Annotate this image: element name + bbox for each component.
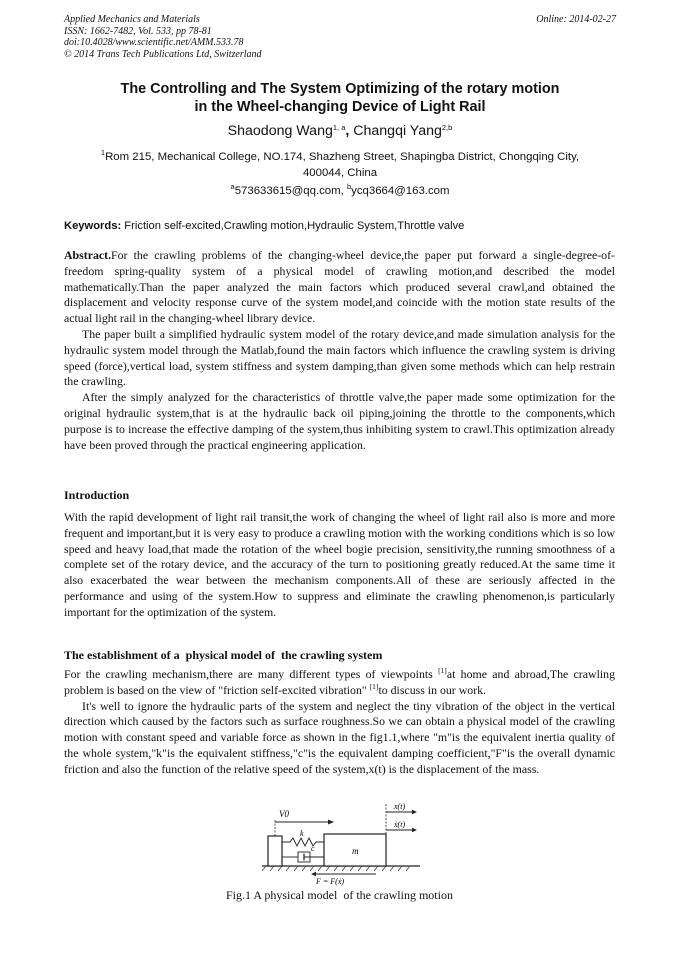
abstract [64, 248, 615, 453]
email-line [64, 182, 616, 197]
online-date: Online: 2014-02-27 [536, 14, 616, 25]
establishment-text-a: For the crawling mechanism,there are many different types of viewpoints [64, 667, 439, 681]
keywords-text: Friction self-excited,Crawling motion,Hydraulic System,Throttle valve [121, 220, 465, 232]
affil-line-2: 400044, China [302, 166, 378, 179]
author-separator: , [345, 123, 354, 139]
establishment-text-c: to discuss in our work. [378, 682, 487, 697]
introduction-heading: Introduction [64, 488, 130, 502]
affil-line-1: Rom 215, Mechanical College, NO.174, Shazheng Street, Shapingba District, Chongqing City, [105, 151, 580, 163]
paper-title [64, 80, 616, 116]
keywords [64, 220, 620, 232]
email-b-marker: b [346, 182, 352, 191]
affil-marker: 1 [100, 148, 106, 157]
title-line-2: in the Wheel-changing Device of Light Rail [194, 99, 486, 115]
issn-line: ISSN: 1662-7482, Vol. 533, pp 78-81 [64, 25, 212, 37]
introduction-paragraph: With the rapid development of light rail transit,the work of changing the wheel of light rail also is more and more frequent and important,but it is very easy to produce a crawling motion with the working conditions which is so low speed and heavy load,that made the rotation of the wheel bogie precision, sensitivity,the running smoothness of a complete set of the rotary device, and the accuracy of the turn to positioning greatly reduced.At the same time it also exacerbated the wear between the mechanism components.All of these are seriously affected in the performance and using of the system.How to suppress and eliminate the crawling phenomenon,is particularly important for the optimization of the system. [64, 510, 615, 619]
author-list [64, 123, 616, 139]
abstract-paragraph-3: After the simply analyzed for the characteristics of throttle valve,the paper made some optimization for the original hydraulic system,that is at the hydraulic back oil piping,joining the throttle to the components,which purpose is to increase the effective damping of the system,thus inhibiting system to crawl.This optimization already have been proved through the practical engineering application. [64, 390, 615, 452]
author-2-affil: 2,b [441, 123, 453, 132]
damper-c-label: c [311, 844, 315, 853]
introduction-body [64, 510, 615, 621]
abstract-paragraph-1: For the crawling problems of the changing-wheel device,the paper put forward a single-degree-of-freedom spring-quality system of a physical model of crawling motion,and described the model mathematically.Than the paper analyzed the main factors which produced several crawl,and obtained the displacement and velocity response curve of the system model,and coincide with the motion state results of the actual light rail in the changing-wheel library device. [64, 248, 615, 326]
establishment-body [64, 667, 615, 778]
email-a-marker: a [230, 182, 235, 191]
crawling-model-diagram [256, 800, 422, 890]
figure-caption: Fig.1 A physical model of the crawling motion [226, 888, 453, 902]
citation-ref-1[interactable]: [1] [438, 666, 447, 675]
crawling-model-figure [256, 800, 422, 890]
establishment-text-b: at home and abroad,The crawling problem is based on the view of "friction self-excited vibration" [64, 667, 615, 697]
author-1-affil: 1, a [332, 123, 346, 132]
x-dot-label: ẋ(t) [394, 820, 406, 829]
journal-header [64, 14, 262, 60]
email-a: 573633615@qq.com, [234, 185, 347, 197]
v0-label: V0 [279, 809, 289, 819]
title-line-1: The Controlling and The System Optimizing of the rotary motion [120, 81, 560, 97]
establishment-paragraph-2: It's well to ignore the hydraulic parts of the system and neglect the tiny vibration of the object in the vertical direction which caused by the factors such as surface roughness.So we can obtain a physical model of the crawling motion with constant speed and variable force as shown in the fig1.1,where "m"is the equivalent inertia quality of the whole system,"k"is the equivalent stiffness,"c"is the equivalent damping coefficient,"F"is the overall dynamic friction and also the function of the relative speed of the system,x(t) is the displacement of the mass. [64, 698, 615, 776]
doi-line: doi:10.4028/www.scientific.net/AMM.533.78 [64, 37, 244, 48]
establishment-heading: The establishment of a physical model of the crawling system [64, 648, 383, 662]
abstract-paragraph-2: The paper built a simplified hydraulic system model of the rotary device,and made simulation analysis for the hydraulic system model through the Matlab,found the main factors which influence the crawling system is driving speed (force),vertical load, system stiffness and system damping,than given some methods which can help restrain the crawling. [64, 326, 615, 389]
abstract-label: Abstract. [64, 248, 112, 262]
email-b: ycq3664@163.com [351, 185, 450, 197]
mass-m-label: m [352, 846, 359, 856]
x-t-label: x(t) [394, 802, 406, 811]
citation-ref-2[interactable]: [1] [369, 681, 379, 691]
friction-label: F = F(ẋ) [316, 877, 345, 886]
author-2: Changqi Yang [353, 123, 442, 139]
spring-k-label: k [300, 829, 304, 838]
keywords-label: Keywords: [64, 220, 122, 232]
journal-name: Applied Mechanics and Materials [64, 14, 200, 25]
author-1: Shaodong Wang [227, 123, 333, 139]
affiliation [64, 150, 616, 181]
copyright-line: © 2014 Trans Tech Publications Ltd, Switzerland [64, 48, 262, 60]
